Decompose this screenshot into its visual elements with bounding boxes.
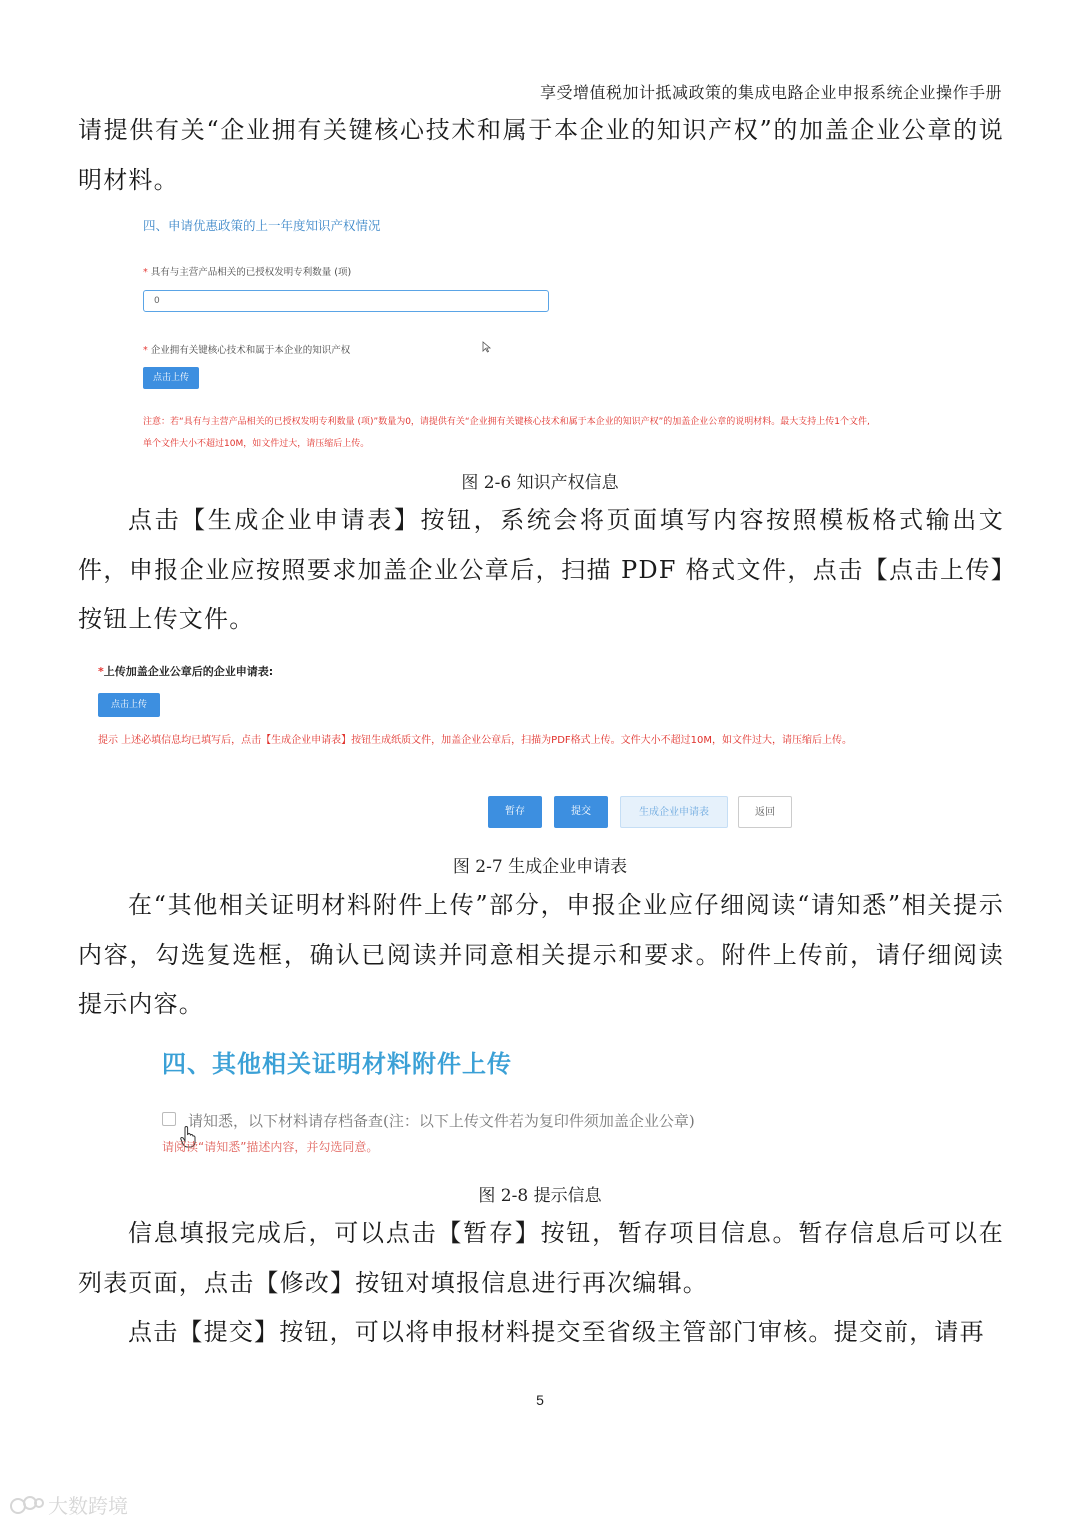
figure-caption: 图 2-6 知识产权信息 bbox=[461, 473, 619, 493]
save-draft-button[interactable]: 暂存 bbox=[488, 796, 542, 828]
paragraph-3: 在“其他相关证明材料附件上传”部分，申报企业应仔细阅读“请知悉”相关提示内容，勾选复选框，确认已阅读并同意相关提示和要求。附件上传前，请仔细阅读提示内容。 bbox=[78, 891, 1004, 1018]
figure-ip-info bbox=[130, 208, 970, 453]
back-button[interactable]: 返回 bbox=[738, 796, 792, 828]
running-header: 享受增值税加计抵减政策的集成电路企业申报系统企业操作手册 bbox=[539, 83, 1002, 102]
agree-warning: 请阅读“请知悉”描述内容，并勾选同意。 bbox=[162, 1140, 379, 1154]
required-marker: * bbox=[143, 345, 148, 356]
upload-button[interactable]: 点击上传 bbox=[98, 693, 160, 717]
paragraph-1: 请提供有关“企业拥有关键核心技术和属于本企业的知识产权”的加盖企业公章的说明材料。 bbox=[78, 116, 1004, 194]
paragraph-2: 点击【生成企业申请表】按钮，系统会将页面填写内容按照模板格式输出文件，申报企业应按照要求加盖企业公章后，扫描 PDF 格式文件，点击【点击上传】按钮上传文件。 bbox=[78, 506, 1004, 633]
figure-caption: 图 2-8 提示信息 bbox=[478, 1186, 602, 1206]
section-title: 四、申请优惠政策的上一年度知识产权情况 bbox=[143, 218, 381, 233]
agree-checkbox[interactable] bbox=[162, 1112, 176, 1126]
generate-form-button[interactable]: 生成企业申请表 bbox=[620, 796, 728, 828]
upload-hint: 提示 上述必填信息均已填写后，点击【生成企业申请表】按钮生成纸质文件，加盖企业公章后，扫描为PDF格式上传。文件大小不超过10M，如文件过大，请压缩后上传。 bbox=[98, 735, 853, 746]
patent-count-input[interactable]: 0 bbox=[143, 290, 549, 312]
paragraph-4: 信息填报完成后，可以点击【暂存】按钮，暂存项目信息。暂存信息后可以在列表页面，点击【修改】按钮对填报信息进行再次编辑。 bbox=[78, 1219, 1004, 1297]
figure-generate-form bbox=[90, 655, 990, 835]
upload-field-label: *上传加盖企业公章后的企业申请表: bbox=[98, 665, 274, 678]
required-marker: * bbox=[143, 267, 148, 278]
ip-material-label: * 企业拥有关键核心技术和属于本企业的知识产权 bbox=[143, 345, 351, 356]
patent-count-label: * 具有与主营产品相关的已授权发明专利数量 (项) bbox=[143, 267, 352, 278]
watermark-logo-icon bbox=[10, 1494, 44, 1516]
page-number: 5 bbox=[536, 1392, 544, 1408]
paragraph-5: 点击【提交】按钮，可以将申报材料提交至省级主管部门审核。提交前，请再 bbox=[128, 1318, 985, 1346]
mouse-pointer-icon bbox=[482, 341, 492, 353]
submit-button[interactable]: 提交 bbox=[554, 796, 608, 828]
watermark: 大数跨境 bbox=[10, 1490, 128, 1519]
agree-label: 请知悉，以下材料请存档备查(注：以下上传文件若为复印件须加盖企业公章) bbox=[188, 1112, 695, 1130]
upload-note: 注意：若“具有与主营产品相关的已授权发明专利数量 (项)”数量为0，请提供有关“企业拥有关键核心技术和属于本企业的知识产权”的加盖企业公章的说明材料。最大支持上传1个文件, 单个文件大小不超过10M，如文件过大，请压缩后上传。 bbox=[143, 417, 870, 449]
upload-button[interactable]: 点击上传 bbox=[143, 367, 199, 389]
required-marker: * bbox=[98, 665, 104, 678]
section-title: 四、其他相关证明材料附件上传 bbox=[162, 1049, 512, 1078]
figure-notice bbox=[150, 1040, 950, 1165]
figure-caption: 图 2-7 生成企业申请表 bbox=[452, 857, 628, 877]
